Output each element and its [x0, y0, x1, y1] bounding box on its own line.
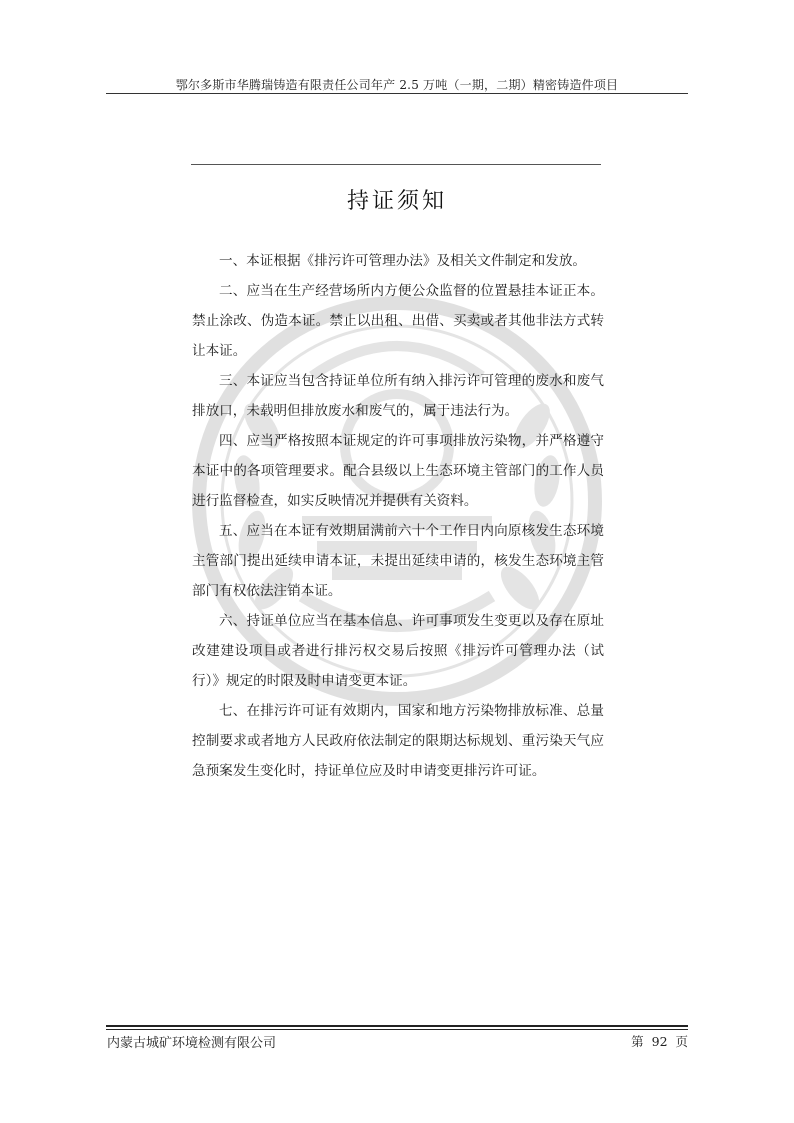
footer-company: 内蒙古城矿环境检测有限公司: [107, 1036, 277, 1051]
document-body: [192, 246, 604, 786]
header-rule: [106, 93, 688, 94]
paragraph-2: 二、应当在生产经营场所内方便公众监督的位置悬挂本证正本。禁止涂改、伪造本证。禁止以出租、出借、买卖或者其他非法方式转让本证。: [192, 283, 604, 359]
paragraph-6: 六、持证单位应当在基本信息、许可事项发生变更以及存在原址改建建设项目或者进行排污权交易后按照《排污许可管理办法（试行）》规定的时限及时申请变更本证。: [192, 613, 604, 689]
document-title: 持证须知: [346, 189, 447, 214]
footer-page-number: 第 92 页: [631, 1034, 688, 1049]
paragraph-3: 三、本证应当包含持证单位所有纳入排污许可管理的废水和废气排放口，未载明但排放废水和废气的，属于违法行为。: [192, 373, 604, 419]
paragraph-7: 七、在排污许可证有效期内，国家和地方污染物排放标准、总量控制要求或者地方人民政府依法制定的限期达标规划、重污染天气应急预案发生变化时，持证单位应及时申请变更排污许可证。: [192, 703, 604, 779]
footer-rule-thin: [106, 1029, 688, 1030]
footer-rule-thick: [106, 1025, 688, 1027]
page-header-title: 鄂尔多斯市华腾瑞铸造有限责任公司年产 2.5 万吨（一期，二期）精密铸造件项目: [175, 78, 619, 92]
paragraph-4: 四、应当严格按照本证规定的许可事项排放污染物，并严格遵守本证中的各项管理要求。配合县级以上生态环境主管部门的工作人员进行监督检查，如实反映情况并提供有关资料。: [192, 433, 604, 509]
title-rule: [191, 164, 601, 165]
paragraph-5: 五、应当在本证有效期届满前六十个工作日内向原核发生态环境主管部门提出延续申请本证，未提出延续申请的，核发生态环境主管部门有权依法注销本证。: [192, 523, 604, 599]
paragraph-1: 一、本证根据《排污许可管理办法》及相关文件制定和发放。: [219, 253, 587, 269]
